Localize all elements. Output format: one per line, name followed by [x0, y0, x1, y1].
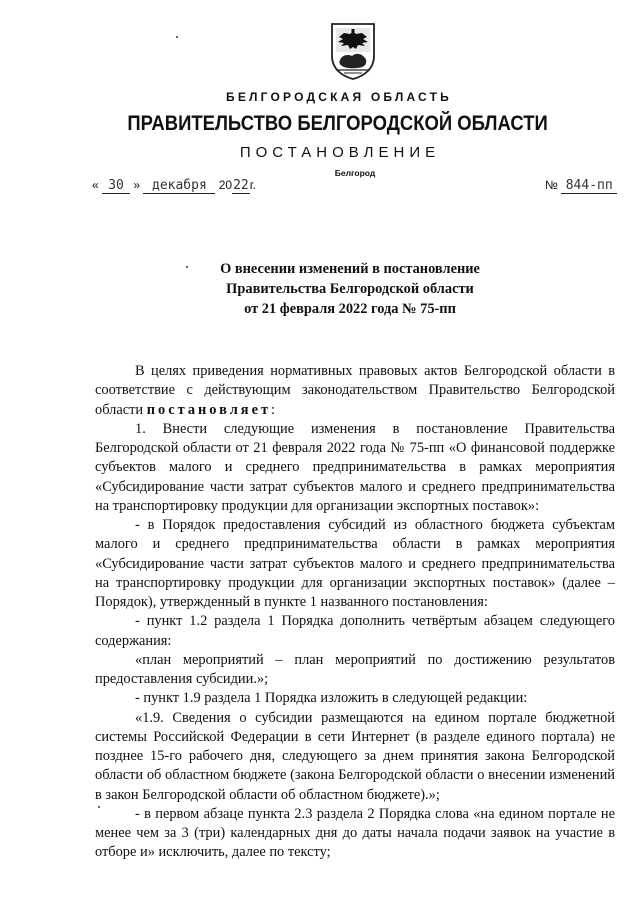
date-close-quote: »	[133, 178, 141, 192]
body-paragraph-8: - в первом абзаце пункта 2.3 раздела 2 Порядка слова «на едином портале не менее чем за 3 (три) календарных дня до даты начала подачи заявок на участие в отборе и» исключить, далее по тексту;	[95, 805, 615, 861]
body-paragraph-3: - в Порядок предоставления субсидий из областного бюджета субъектам малого и среднего предпринимательства области в рамках мероприятия «Субсидирование части затрат субъектов малого и среднего предпринимательства на транспортировку продукции для организации экспортных поставок» (далее – Порядок), утвержденный в пункте 1 названного постановления:	[95, 517, 615, 610]
decree-date	[92, 178, 256, 194]
scan-speck	[186, 266, 188, 268]
decree-body	[95, 362, 615, 863]
scan-speck	[98, 806, 100, 808]
date-month: декабря	[143, 178, 215, 194]
date-century: 20	[218, 178, 233, 192]
government-title: ПРАВИТЕЛЬСТВО БЕЛГОРОДСКОЙ ОБЛАСТИ	[127, 112, 548, 135]
belgorod-coat-of-arms-icon	[330, 22, 376, 80]
date-year: 22	[233, 178, 249, 193]
body-paragraph-5: «план мероприятий – план мероприятий по достижению результатов предоставления субсидии.»;	[95, 651, 615, 687]
subject-line-3: от 21 февраля 2022 года № 75-пп	[244, 301, 456, 317]
body-paragraph-7: «1.9. Сведения о субсидии размещаются на едином портале бюджетной системы Российской Федерации в сети Интернет (в разделе единого портала) не позднее 15-го рабочего дня, следующего за днем принятия закона Белгородской области об областном бюджете (закона Белгородской области о внесении изменений в закон Белгородской области об областном бюджете).»;	[95, 709, 615, 803]
number-value: 844-пп	[561, 178, 617, 194]
scan-speck	[176, 36, 178, 38]
body-paragraph-1-end: :	[271, 401, 276, 418]
date-open-quote: «	[92, 178, 99, 192]
subject-line-1: О внесении изменений в постановление	[220, 261, 480, 277]
body-paragraph-1	[95, 362, 615, 420]
body-paragraph-6: - пункт 1.9 раздела 1 Порядка изложить в следующей редакции:	[135, 690, 528, 707]
body-paragraph-2: 1. Внести следующие изменения в постановление Правительства Белгородской области от 21 февраля 2022 года № 75-пп «О финансовой поддержке субъектов малого и среднего предпринимательства в рамках мероприятия «Субсидирование части затрат субъектов малого и среднего предпринимательства на транспортировку продукции для организации экспортных поставок»:	[95, 420, 615, 514]
body-paragraph-1-text: В целях приведения нормативных правовых актов Белгородской области в соответствие с действующим законодательством Правительство Белгородской области	[95, 363, 615, 418]
decree-subject	[150, 259, 550, 319]
city-name: Белгород	[334, 168, 376, 178]
date-year-suffix: г.	[249, 178, 257, 192]
subject-line-2: Правительства Белгородской области	[226, 281, 474, 297]
decree-number	[545, 178, 617, 194]
body-paragraph-1-keyword: постановляет	[146, 401, 272, 418]
date-day: 30	[102, 178, 130, 194]
body-paragraph-4: - пункт 1.2 раздела 1 Порядка дополнить четвёртым абзацем следующего содержания:	[95, 613, 615, 649]
number-prefix: №	[545, 178, 558, 192]
document-type: ПОСТАНОВЛЕНИЕ	[239, 144, 441, 161]
region-name: БЕЛГОРОДСКАЯ ОБЛАСТЬ	[226, 90, 452, 104]
